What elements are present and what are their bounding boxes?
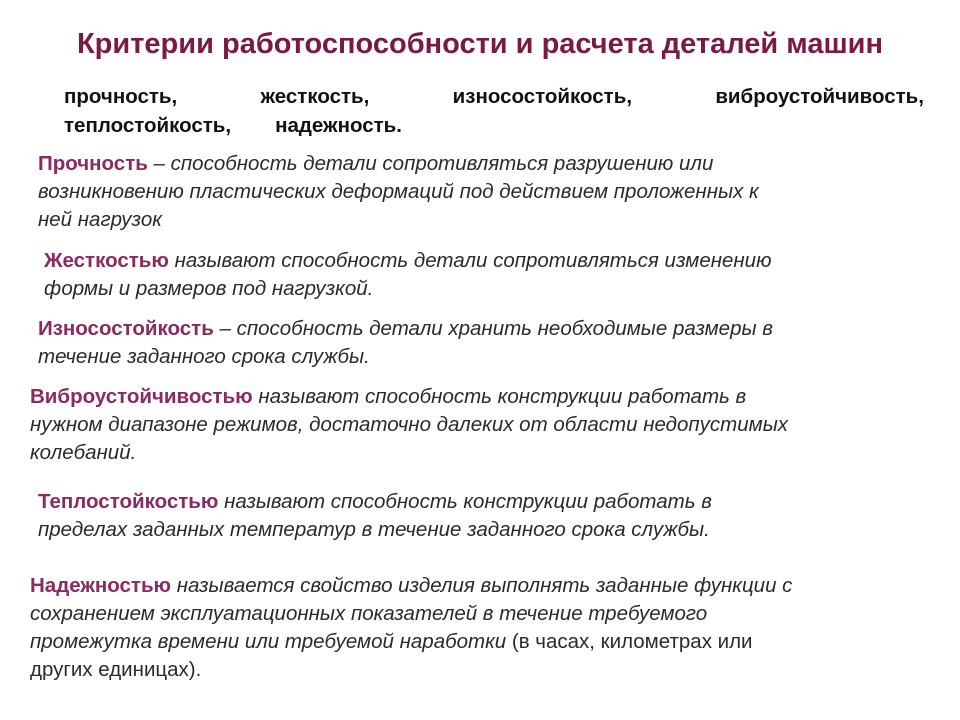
- definition-text: называют способность конструкции работать в: [218, 490, 712, 513]
- definition-vibration-resistance: [30, 383, 788, 467]
- definition-text-upright: других единицах).: [30, 658, 202, 681]
- definition-text: называется свойство изделия выполнять заданные функции с: [171, 574, 793, 597]
- definition-rigidity: [44, 247, 772, 303]
- page-title: Критерии работоспособности и расчета деталей машин: [76, 28, 884, 60]
- definition-text-upright: (в часах, километрах или: [506, 630, 753, 653]
- term-vibration-resistance: Виброустойчивостью: [30, 385, 253, 408]
- criteria-row-1: [64, 82, 924, 111]
- definition-text: называют способность детали сопротивляться изменению: [168, 249, 772, 272]
- definition-text: нужном диапазоне режимов, достаточно далеких от области недопустимых: [30, 413, 789, 436]
- criterion-heat-resistance: теплостойкость,: [64, 114, 232, 137]
- criterion-vibration-resistance: виброустойчивость,: [715, 85, 924, 108]
- term-heat-resistance: Теплостойкостью: [38, 490, 219, 513]
- criterion-reliability: надежность.: [275, 114, 402, 137]
- criterion-rigidity: жесткость,: [260, 85, 370, 108]
- term-wear-resistance: Износостойкость: [38, 317, 214, 340]
- definition-text: формы и размеров под нагрузкой.: [44, 277, 374, 300]
- definition-strength: [38, 150, 759, 234]
- definition-text: промежутка времени или требуемой наработки: [30, 630, 507, 653]
- criteria-list: [64, 82, 924, 140]
- criterion-wear-resistance: износостойкость,: [452, 85, 633, 108]
- definition-reliability: [30, 572, 792, 684]
- term-strength: Прочность: [38, 152, 148, 175]
- criterion-strength: прочность,: [64, 85, 178, 108]
- definition-text: ней нагрузок: [38, 208, 162, 231]
- definition-text: сохранением эксплуатационных показателей в течение требуемого: [30, 602, 708, 625]
- definition-text: пределах заданных температур в течение заданного срока службы.: [38, 518, 710, 541]
- definition-heat-resistance: [38, 488, 712, 544]
- definition-text: течение заданного срока службы.: [38, 345, 370, 368]
- definition-text: – способность детали сопротивляться разрушению или: [147, 152, 714, 175]
- definition-text: называют способность конструкции работать в: [252, 385, 747, 408]
- definition-wear-resistance: [38, 315, 773, 371]
- definition-text: возникновению пластических деформаций под действием проложенных к: [38, 180, 759, 203]
- term-reliability: Надежностью: [30, 574, 172, 597]
- term-rigidity: Жесткостью: [44, 249, 169, 272]
- criteria-row-2: [64, 111, 924, 140]
- definition-text: колебаний.: [30, 441, 137, 464]
- definition-text: – способность детали хранить необходимые размеры в: [213, 317, 773, 340]
